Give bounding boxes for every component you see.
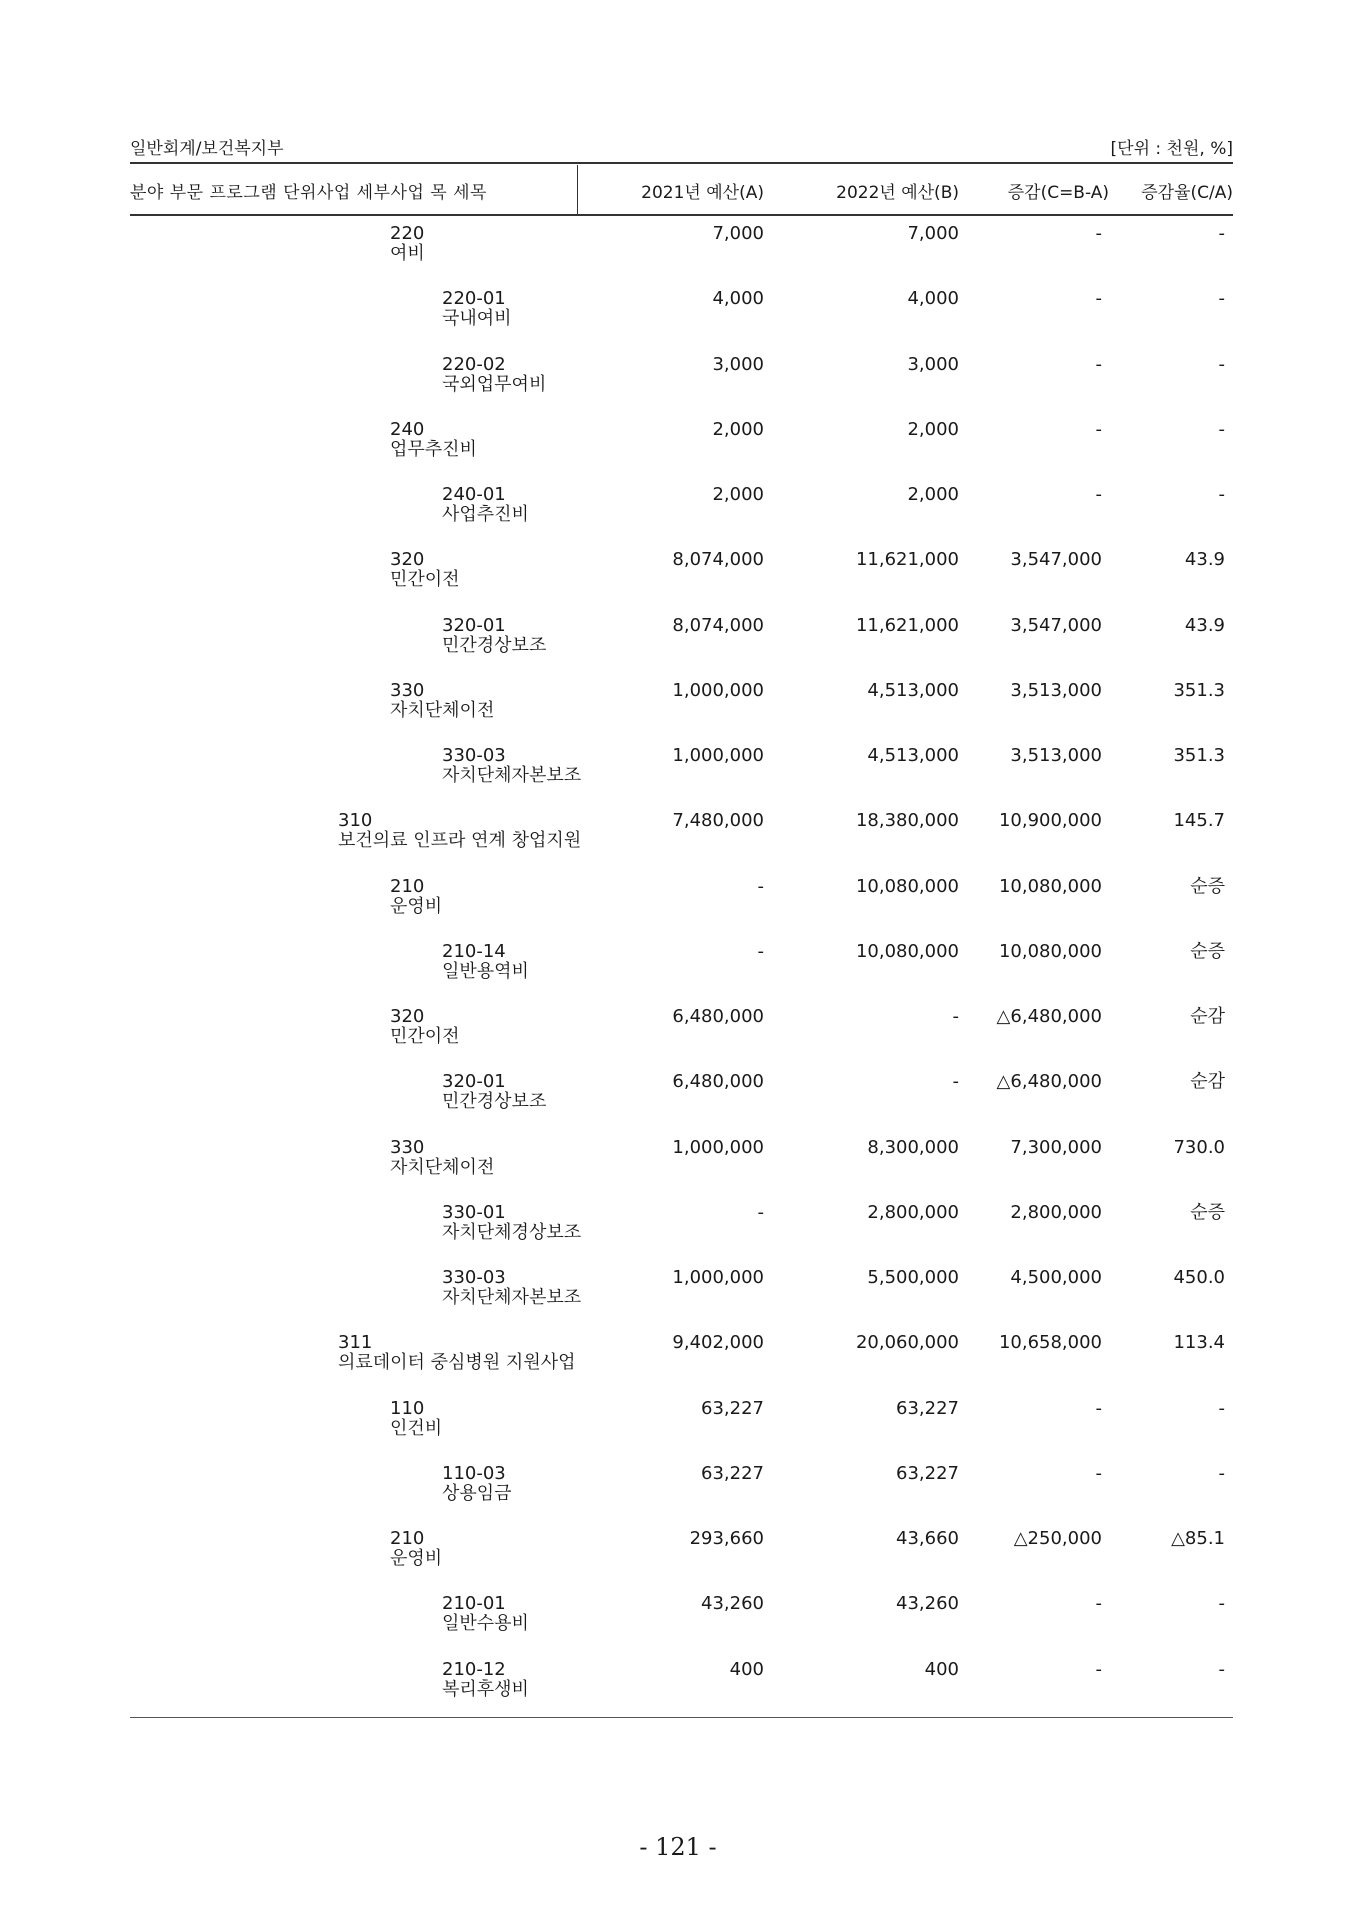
row-change: 3,547,000 — [1010, 549, 1102, 571]
row-code: 330 — [390, 1136, 425, 1158]
table-row — [130, 742, 1233, 807]
row-name: 민간경상보조 — [442, 634, 547, 656]
row-budget-2021: 63,227 — [701, 1462, 764, 1484]
row-budget-2022: 4,513,000 — [867, 745, 959, 766]
row-change-rate: - — [1218, 484, 1225, 505]
row-budget-2022: 18,380,000 — [855, 810, 959, 832]
row-budget-2022: 2,000 — [907, 418, 959, 440]
table-body — [130, 220, 1233, 1721]
row-change: - — [1095, 1462, 1102, 1484]
row-budget-2021: 2,000 — [712, 484, 764, 505]
row-budget-2021: 6,480,000 — [672, 1071, 764, 1093]
row-name: 민간경상보조 — [442, 1091, 547, 1113]
row-change: - — [1095, 418, 1102, 440]
row-budget-2021: 9,402,000 — [672, 1332, 764, 1354]
row-code: 210 — [390, 1528, 425, 1549]
table-row — [130, 807, 1233, 872]
row-name: 인건비 — [390, 1417, 443, 1439]
row-name: 일반용역비 — [442, 960, 529, 982]
row-budget-2021: 8,074,000 — [672, 549, 764, 571]
row-name: 국외업무여비 — [442, 373, 547, 395]
row-budget-2021: 1,000,000 — [672, 1267, 764, 1288]
unit-label: [단위 : 천원, %] — [1110, 139, 1233, 159]
row-change: 10,900,000 — [998, 810, 1102, 832]
row-budget-2022: 43,260 — [896, 1593, 959, 1615]
row-budget-2022: 11,621,000 — [855, 614, 959, 636]
row-change: - — [1095, 223, 1102, 244]
row-budget-2021: 1,000,000 — [672, 1136, 764, 1158]
row-change-rate: - — [1218, 418, 1225, 440]
row-name: 운영비 — [390, 1548, 443, 1569]
row-name: 자치단체이전 — [390, 1156, 495, 1178]
row-code: 310 — [338, 810, 373, 832]
row-budget-2022: 4,513,000 — [867, 679, 959, 701]
row-change-rate: 113.4 — [1173, 1332, 1225, 1354]
row-change-rate: 145.7 — [1173, 810, 1225, 832]
table-row — [130, 220, 1233, 285]
row-code: 220-02 — [442, 353, 506, 375]
table-top-rule — [130, 162, 1233, 164]
table-column-header — [130, 165, 1233, 215]
row-code: 220-01 — [442, 288, 506, 310]
row-change-rate: 450.0 — [1173, 1267, 1225, 1288]
column-budget-2022: 2022년 예산(B) — [836, 183, 959, 203]
row-budget-2021: 63,227 — [701, 1397, 764, 1419]
row-change: 10,658,000 — [998, 1332, 1102, 1354]
row-name: 여비 — [390, 243, 425, 264]
row-change-rate: 43.9 — [1184, 549, 1225, 571]
row-budget-2021: 7,480,000 — [672, 810, 764, 832]
table-bottom-rule — [130, 1717, 1233, 1718]
row-budget-2022: 4,000 — [907, 288, 959, 310]
row-change-rate: - — [1218, 1593, 1225, 1615]
table-row — [130, 1395, 1233, 1460]
row-change: - — [1095, 1397, 1102, 1419]
row-change: 3,513,000 — [1010, 745, 1102, 766]
row-change-rate: 순감 — [1190, 1006, 1225, 1027]
column-change: 증감(C=B-A) — [1007, 183, 1109, 203]
row-change-rate: - — [1218, 288, 1225, 310]
table-row — [130, 1134, 1233, 1199]
row-code: 330 — [390, 679, 425, 701]
table-row — [130, 1199, 1233, 1264]
row-name: 자치단체이전 — [390, 699, 495, 721]
row-budget-2021: - — [757, 940, 764, 962]
row-change: - — [1095, 1593, 1102, 1615]
row-change: - — [1095, 484, 1102, 505]
row-budget-2021: 8,074,000 — [672, 614, 764, 636]
row-change: - — [1095, 288, 1102, 310]
row-name: 상용임금 — [442, 1482, 512, 1504]
table-row — [130, 351, 1233, 416]
row-change: - — [1095, 1658, 1102, 1680]
row-budget-2022: 2,800,000 — [867, 1201, 959, 1223]
row-name: 보건의료 인프라 연계 창업지원 — [338, 830, 582, 852]
row-budget-2021: 293,660 — [689, 1528, 764, 1549]
row-name: 민간이전 — [390, 569, 460, 591]
row-change: 10,080,000 — [998, 875, 1102, 897]
row-budget-2022: 5,500,000 — [867, 1267, 959, 1288]
row-budget-2022: 10,080,000 — [855, 940, 959, 962]
row-code: 311 — [338, 1332, 373, 1354]
row-budget-2021: - — [757, 1201, 764, 1223]
row-budget-2022: 3,000 — [907, 353, 959, 375]
row-code: 330-03 — [442, 745, 506, 766]
row-change: 2,800,000 — [1010, 1201, 1102, 1223]
table-row — [130, 481, 1233, 546]
row-change-rate: 351.3 — [1173, 745, 1225, 766]
table-row — [130, 873, 1233, 938]
table-row — [130, 416, 1233, 481]
row-budget-2021: 1,000,000 — [672, 679, 764, 701]
row-code: 240 — [390, 418, 425, 440]
row-name: 운영비 — [390, 895, 443, 917]
row-change-rate: - — [1218, 1658, 1225, 1680]
table-row — [130, 285, 1233, 350]
row-code: 330-01 — [442, 1201, 506, 1223]
row-change: 10,080,000 — [998, 940, 1102, 962]
row-change-rate: △85.1 — [1171, 1528, 1225, 1549]
row-budget-2022: 43,660 — [896, 1528, 959, 1549]
row-budget-2022: 8,300,000 — [867, 1136, 959, 1158]
table-row — [130, 1329, 1233, 1394]
row-budget-2022: 400 — [924, 1658, 959, 1680]
row-change: △250,000 — [1013, 1528, 1102, 1549]
row-budget-2021: - — [757, 875, 764, 897]
row-name: 업무추진비 — [390, 438, 477, 460]
row-budget-2022: 7,000 — [907, 223, 959, 244]
row-budget-2022: 10,080,000 — [855, 875, 959, 897]
row-budget-2021: 1,000,000 — [672, 745, 764, 766]
row-name: 자치단체경상보조 — [442, 1221, 582, 1243]
row-budget-2022: 20,060,000 — [855, 1332, 959, 1354]
row-change-rate: 730.0 — [1173, 1136, 1225, 1158]
row-code: 320 — [390, 1006, 425, 1027]
page-header — [130, 130, 1233, 160]
row-budget-2021: 7,000 — [712, 223, 764, 244]
row-name: 사업추진비 — [442, 504, 529, 525]
row-name: 민간이전 — [390, 1026, 460, 1047]
row-budget-2021: 2,000 — [712, 418, 764, 440]
table-row — [130, 938, 1233, 1003]
row-code: 210 — [390, 875, 425, 897]
row-change: 7,300,000 — [1010, 1136, 1102, 1158]
row-change-rate: 순감 — [1190, 1071, 1225, 1093]
row-code: 320 — [390, 549, 425, 571]
row-code: 210-01 — [442, 1593, 506, 1615]
table-row — [130, 1525, 1233, 1590]
column-hierarchy: 분야 부문 프로그램 단위사업 세부사업 목 세목 — [130, 183, 487, 203]
table-row — [130, 1656, 1233, 1721]
row-change-rate: 351.3 — [1173, 679, 1225, 701]
row-change: 4,500,000 — [1010, 1267, 1102, 1288]
row-change: 3,547,000 — [1010, 614, 1102, 636]
row-change-rate: 순증 — [1190, 940, 1225, 962]
row-change: △6,480,000 — [996, 1006, 1102, 1027]
column-budget-2021: 2021년 예산(A) — [641, 183, 764, 203]
row-code: 110-03 — [442, 1462, 506, 1484]
row-budget-2022: - — [952, 1071, 959, 1093]
row-change-rate: 순증 — [1190, 875, 1225, 897]
row-budget-2021: 400 — [729, 1658, 764, 1680]
row-change: 3,513,000 — [1010, 679, 1102, 701]
table-row — [130, 1590, 1233, 1655]
page-number: - 121 - — [639, 1833, 717, 1861]
row-budget-2021: 3,000 — [712, 353, 764, 375]
row-change-rate: - — [1218, 223, 1225, 244]
row-budget-2022: 11,621,000 — [855, 549, 959, 571]
row-budget-2022: 63,227 — [896, 1397, 959, 1419]
table-row — [130, 612, 1233, 677]
row-code: 210-14 — [442, 940, 506, 962]
row-code: 320-01 — [442, 614, 506, 636]
table-row — [130, 1003, 1233, 1068]
row-code: 220 — [390, 223, 425, 244]
table-header-rule — [130, 214, 1233, 216]
row-budget-2021: 6,480,000 — [672, 1006, 764, 1027]
row-name: 일반수용비 — [442, 1613, 529, 1635]
row-code: 110 — [390, 1397, 425, 1419]
row-budget-2021: 4,000 — [712, 288, 764, 310]
row-change: △6,480,000 — [996, 1071, 1102, 1093]
row-name: 복리후생비 — [442, 1678, 529, 1700]
row-code: 210-12 — [442, 1658, 506, 1680]
table-row — [130, 677, 1233, 742]
row-code: 330-03 — [442, 1267, 506, 1288]
row-change-rate: - — [1218, 353, 1225, 375]
row-budget-2021: 43,260 — [701, 1593, 764, 1615]
row-code: 320-01 — [442, 1071, 506, 1093]
table-row — [130, 1460, 1233, 1525]
row-name: 의료데이터 중심병원 지원사업 — [338, 1352, 576, 1374]
row-budget-2022: 2,000 — [907, 484, 959, 505]
row-budget-2022: 63,227 — [896, 1462, 959, 1484]
account-ministry-label: 일반회계/보건복지부 — [130, 139, 284, 159]
table-row — [130, 546, 1233, 611]
row-change-rate: 43.9 — [1184, 614, 1225, 636]
table-row — [130, 1264, 1233, 1329]
row-name: 자치단체자본보조 — [442, 765, 582, 786]
row-name: 자치단체자본보조 — [442, 1287, 582, 1308]
column-change-rate: 증감율(C/A) — [1141, 183, 1233, 203]
table-row — [130, 1068, 1233, 1133]
row-change-rate: 순증 — [1190, 1201, 1225, 1223]
row-name: 국내여비 — [442, 308, 512, 330]
row-code: 240-01 — [442, 484, 506, 505]
row-change: - — [1095, 353, 1102, 375]
row-change-rate: - — [1218, 1397, 1225, 1419]
row-change-rate: - — [1218, 1462, 1225, 1484]
row-budget-2022: - — [952, 1006, 959, 1027]
